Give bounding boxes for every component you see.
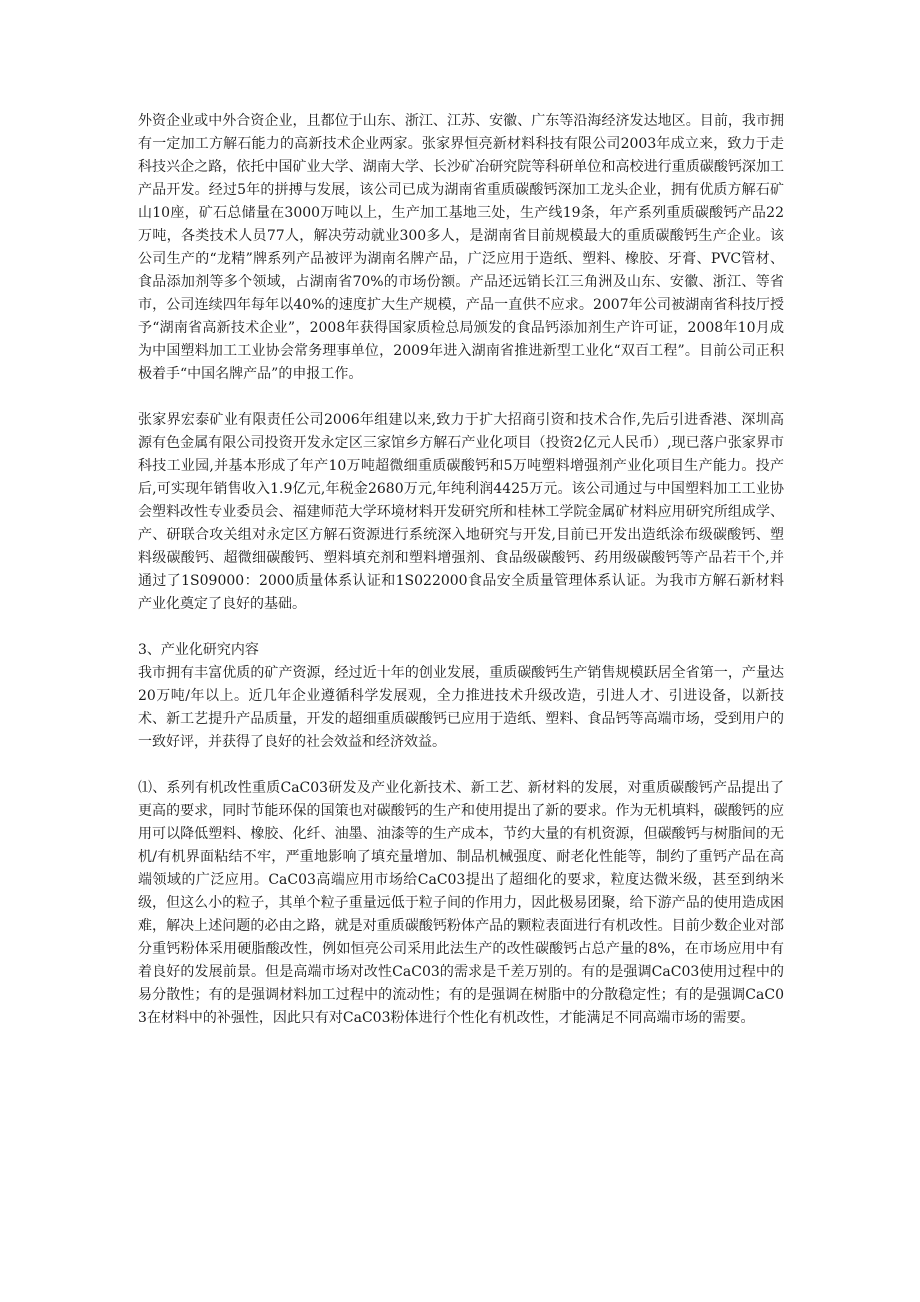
paragraph-spacer [138,754,784,777]
paragraph-spacer [138,386,784,409]
paragraph-foreign-enterprises-henglang: 外资企业或中外合资企业，且都位于山东、浙江、江苏、安徽、广东等沿海经济发达地区。目前，我市拥有一定加工方解石能力的高新技术企业两家。张家界恒亮新材料科技有限公司2003年成立来，致力于走科技兴企之路，依托中国矿业大学、湖南大学、长沙矿冶研究院等科研单位和高校进行重质碳酸钙深加工产品开发。经过5年的拼搏与发展，该公司已成为湖南省重质碳酸钙深加工龙头企业，拥有优质方解石矿山10座，矿石总储量在3000万吨以上，生产加工基地三处，生产线19条，年产系列重质碳酸钙产品22万吨，各类技术人员77人，解决劳动就业300多人，是湖南省目前规模最大的重质碳酸钙生产企业。该公司生产的“龙精”牌系列产品被评为湖南名牌产品，广泛应用于造纸、塑料、橡胶、牙膏、PVC管材、食品添加剂等多个领域，占湖南省70%的市场份额。产品还远销长江三角洲及山东、安徽、浙江、等省市，公司连续四年每年以40%的速度扩大生产规模，产品一直供不应求。2007年公司被湖南省科技厅授予“湖南省高新技术企业”，2008年获得国家质检总局颁发的食品钙添加剂生产许可证，2008年10月成为中国塑料加工工业协会常务理事单位，2009年进入湖南省推进新型工业化“双百工程”。目前公司正积极着手“中国名牌产品”的申报工作。 [138,113,784,382]
paragraph-organic-modification: ⑴、系列有机改性重质CaC03研发及产业化新技术、新工艺、新材料的发展，对重质碳酸钙产品提出了更高的要求，同时节能环保的国策也对碳酸钙的生产和使用提出了新的要求。作为无机填料，碳酸钙的应用可以降低塑料、橡胶、化纤、油墨、油漆等的生产成本，节约大量的有机资源，但碳酸钙与树脂间的无机/有机界面粘结不牢，严重地影响了填充量增加、制品机械强度、耐老化性能等，制约了重钙产品在高端领域的广泛应用。CaC03高端应用市场给CaC03提出了超细化的要求，粒度达微米级，甚至到纳米级，但这么小的粒子，其单个粒子重量远低于粒子间的作用力，因此极易团聚，给下游产品的使用造成困难，解决上述问题的必由之路，就是对重质碳酸钙粉体产品的颗粒表面进行有机改性。目前少数企业对部分重钙粉体采用硬脂酸改性，例如恒亮公司采用此法生产的改性碳酸钙占总产量的8%，在市场应用中有着良好的发展前景。但是高端市场对改性CaC03的需求是千差万别的。有的是强调CaC03使用过程中的易分散性；有的是强调材料加工过程中的流动性；有的是强调在树脂中的分散稳定性；有的是强调CaC03在材料中的补强性，因此只有对CaC03粉体进行个性化有机改性，才能满足不同高端市场的需要。 [138,780,784,1026]
paragraph-spacer [138,616,784,639]
paragraph-hongtai-mining: 张家界宏泰矿业有限责任公司2006年组建以来,致力于扩大招商引资和技术合作,先后引进香港、深圳高源有色金属有限公司投资开发永定区三家馆乡方解石产业化项目（投资2亿元人民币）,现已落户张家界市科技工业园,并基本形成了年产10万吨超微细重质碳酸钙和5万吨塑料增强剂产业化项目生产能力。投产后,可实现年销售收入1.9亿元,年税金2680万元,年纯利润4425万元。该公司通过与中国塑料加工工业协会塑料改性专业委员会、福建师范大学环境材料开发研究所和桂林工学院金属矿材料应用研究所组成学、产、研联合攻关组对永定区方解石资源进行系统深入地研究与开发,目前已开发出造纸涂布级碳酸钙、塑料级碳酸钙、超微细碳酸钙、塑料填充剂和塑料增强剂、食品级碳酸钙、药用级碳酸钙等产品若干个,并通过了1S09000：2000质量体系认证和1S022000食品安全质量管理体系认证。为我市方解石新材料产业化奠定了良好的基础。 [138,412,784,612]
document-page [138,110,784,1030]
section-heading: 3、产业化研究内容 [138,642,259,658]
paragraph-industrialization-overview: 我市拥有丰富优质的矿产资源，经过近十年的创业发展，重质碳酸钙生产销售规模跃居全省第一，产量达20万吨/年以上。近几年企业遵循科学发展观，全力推进技术升级改造，引进人才、引进设备，以新技术、新工艺提升产品质量，开发的超细重质碳酸钙已应用于造纸、塑料、食品钙等高端市场，受到用户的一致好评，并获得了良好的社会效益和经济效益。 [138,665,784,750]
